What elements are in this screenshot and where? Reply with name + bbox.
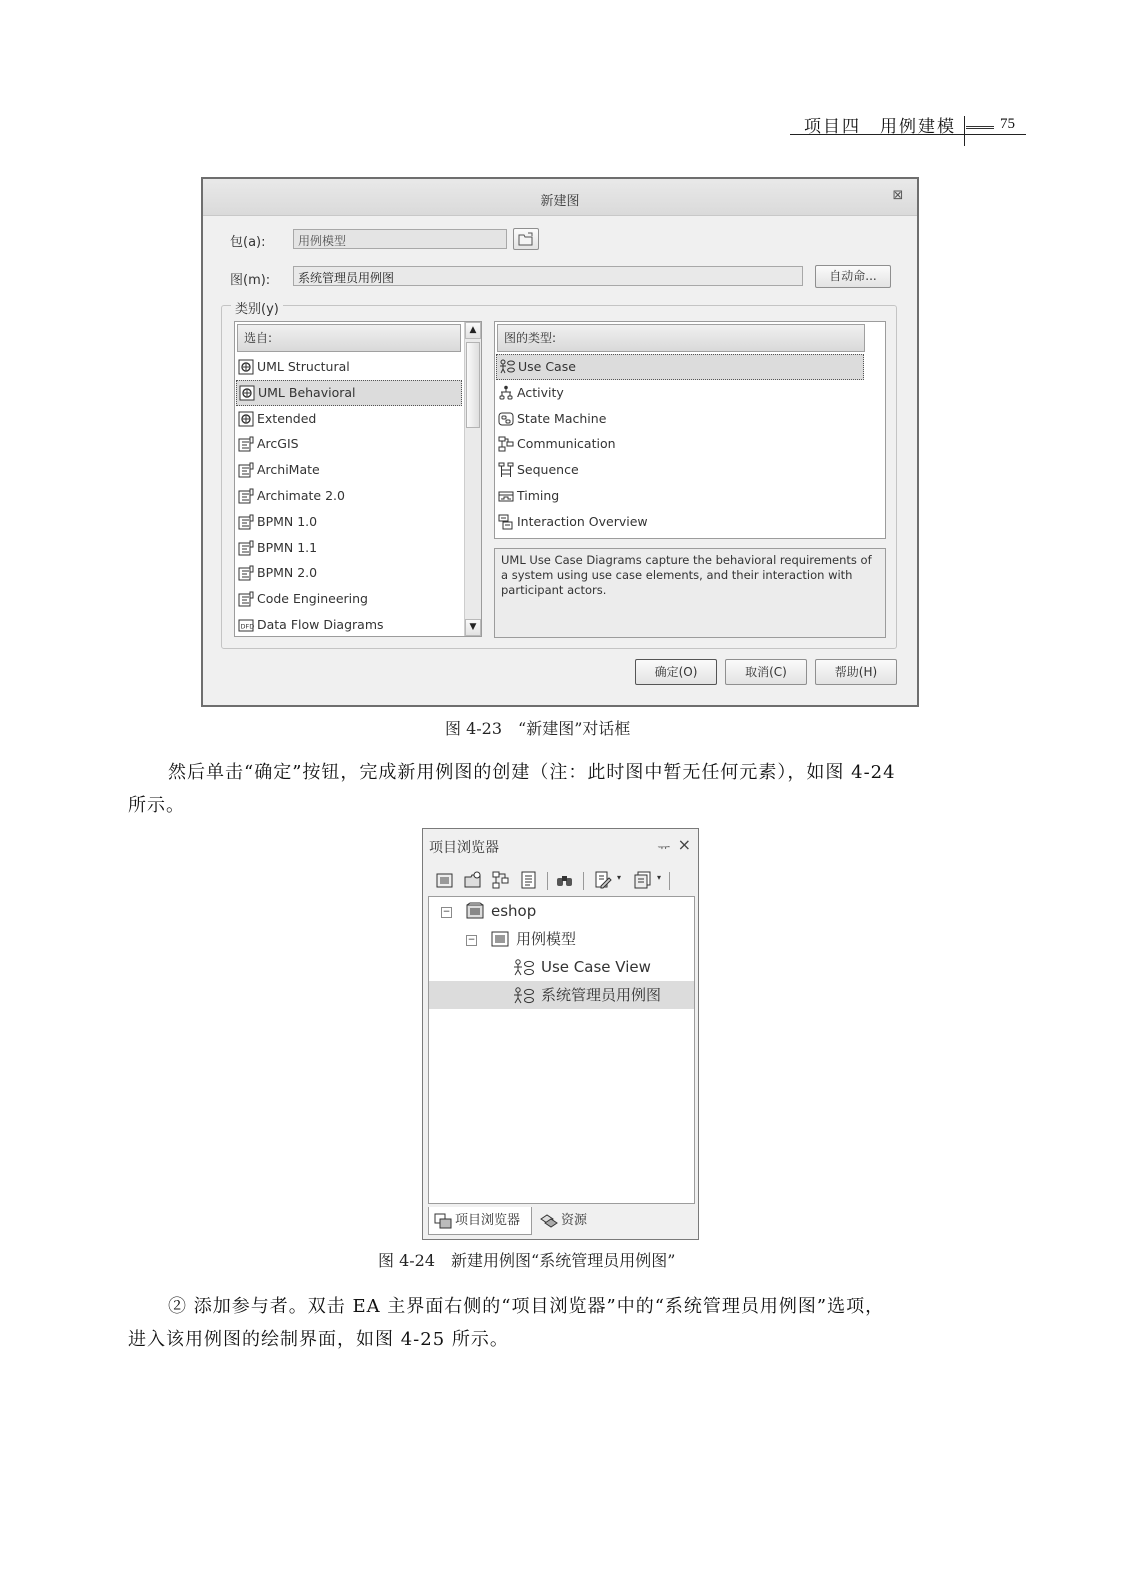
scroll-down-arrow-icon[interactable]: ▼ (465, 619, 481, 636)
browser-tree[interactable] (428, 896, 695, 1204)
diagram-type-label: Interaction Overview (517, 513, 648, 529)
category-label: Data Flow Diagrams (257, 616, 384, 632)
paragraph-line: 所示。 (128, 795, 185, 816)
package-label: 包(a): (230, 235, 266, 250)
collapse-icon[interactable]: − (442, 907, 451, 917)
technology-icon (238, 488, 254, 504)
browser-title: 项目浏览器 (429, 840, 499, 856)
tree-node-label: 用例模型 (516, 930, 577, 948)
diagram-type-item[interactable] (495, 380, 865, 406)
use-case-icon (513, 959, 535, 977)
diagram-type-item[interactable] (495, 509, 865, 535)
uml-package-icon (238, 411, 254, 427)
category-label: ArchiMate (257, 462, 320, 478)
close-icon[interactable]: ⊠ (892, 188, 904, 203)
diagram-type-label: State Machine (517, 410, 607, 426)
tree-node-label: eshop (491, 902, 537, 920)
category-list[interactable] (234, 321, 482, 637)
use-case-icon (513, 987, 535, 1005)
category-item[interactable] (235, 509, 463, 535)
package-field: 用例模型 (293, 229, 507, 249)
diagram-description: UML Use Case Diagrams capture the behavioral requirements of a system using use case elements, and their interaction with participant actors. (494, 548, 886, 638)
diagram-name-field[interactable]: 系统管理员用例图 (293, 266, 803, 286)
tab-resources[interactable] (535, 1207, 587, 1235)
diagram-type-item[interactable] (495, 406, 865, 432)
sequence-icon (498, 462, 514, 478)
category-label: BPMN 2.0 (257, 565, 318, 581)
diagram-type-item[interactable] (495, 431, 865, 457)
model-root-icon (465, 902, 485, 920)
scroll-up-arrow-icon[interactable]: ▲ (465, 322, 481, 339)
use-case-icon (499, 359, 515, 375)
find-binoculars-icon[interactable] (555, 870, 575, 890)
diagram-type-item[interactable] (495, 483, 865, 509)
new-model-icon[interactable] (435, 870, 455, 890)
edit-document-icon[interactable] (593, 870, 613, 890)
category-item[interactable] (235, 431, 463, 457)
browser-toolbar (427, 867, 694, 895)
state-machine-icon (498, 411, 514, 427)
category-item[interactable] (235, 560, 463, 586)
tab-label: 项目浏览器 (455, 1213, 521, 1228)
select-from-header: 选自: (237, 324, 461, 352)
toolbar-separator (583, 872, 584, 890)
category-label: UML Structural (257, 359, 350, 374)
ok-button[interactable]: 确定(O) (635, 659, 717, 685)
category-item[interactable] (235, 354, 463, 380)
pin-icon[interactable]: ᅲ (657, 841, 670, 856)
toolbar-separator (547, 872, 548, 890)
running-header-title: 项目四 用例建模 (804, 117, 956, 137)
add-element-icon[interactable] (519, 870, 539, 890)
uml-package-icon (239, 385, 255, 401)
interaction-overview-icon (498, 514, 514, 530)
category-item[interactable] (235, 457, 463, 483)
figure-caption-4-24: 图 4-24 新建用例图“系统管理员用例图” (378, 1251, 676, 1270)
category-label: Extended (257, 410, 317, 426)
tab-label: 资源 (561, 1213, 588, 1228)
technology-icon (238, 565, 254, 581)
category-item[interactable] (235, 535, 463, 561)
project-browser-icon (434, 1213, 452, 1229)
tab-project-browser[interactable] (428, 1207, 532, 1235)
paragraph-line: ② 添加参与者。双击 EA 主界面右侧的“项目浏览器”中的“系统管理员用例图”选项， (168, 1296, 885, 1317)
diagram-type-label: Timing (517, 487, 560, 503)
diagram-label: 图(m): (230, 273, 271, 288)
category-item[interactable] (235, 586, 463, 612)
category-item[interactable] (235, 483, 463, 509)
browse-package-button[interactable] (513, 228, 539, 250)
activity-icon (498, 385, 514, 401)
category-label: BPMN 1.1 (257, 539, 318, 555)
auto-name-button[interactable]: 自动命... (815, 265, 891, 288)
dialog-title: 新建图 (540, 194, 580, 209)
svg-text:DFD: DFD (240, 622, 254, 631)
resources-icon (539, 1213, 559, 1229)
documents-icon[interactable] (633, 870, 653, 890)
diagram-type-label: Sequence (517, 462, 579, 478)
category-label: ArcGIS (257, 436, 299, 452)
technology-icon (238, 540, 254, 556)
dialog-titlebar (203, 179, 917, 216)
diagram-type-item-selected[interactable] (496, 354, 864, 380)
diagram-type-label: Communication (517, 436, 616, 452)
page-number: 75 (1000, 116, 1015, 132)
technology-icon (238, 514, 254, 530)
diagram-types-header: 图的类型: (497, 324, 865, 352)
dropdown-arrow-icon[interactable]: ▾ (617, 873, 622, 882)
paragraph-line: 进入该用例图的绘制界面，如图 4-25 所示。 (128, 1329, 509, 1350)
category-group-label: 类别(y) (231, 298, 283, 317)
category-item-selected[interactable] (236, 380, 462, 406)
package-icon (490, 930, 510, 948)
header-vertical-rule (964, 116, 965, 146)
diagram-type-item[interactable] (495, 457, 865, 483)
communication-icon (498, 436, 514, 452)
tree-node-admin-use-case-diagram[interactable] (429, 981, 694, 1009)
close-icon[interactable]: × (677, 835, 691, 854)
category-item[interactable] (235, 612, 463, 637)
help-button[interactable]: 帮助(H) (815, 659, 897, 685)
running-header (790, 112, 1026, 140)
browser-tabs (423, 1205, 698, 1239)
technology-icon (238, 591, 254, 607)
header-decorative-mark (966, 126, 994, 129)
technology-icon (238, 462, 254, 478)
project-browser-panel (422, 828, 699, 1240)
diagram-type-label: Activity (517, 384, 564, 400)
category-label: UML Behavioral (258, 384, 356, 400)
header-rule (790, 134, 1026, 135)
folder-icon (518, 232, 534, 246)
dfd-icon (238, 617, 254, 633)
collapse-icon[interactable]: − (467, 935, 476, 945)
uml-package-icon (238, 359, 254, 375)
category-items (235, 354, 463, 637)
paragraph-line: 然后单击“确定”按钮，完成新用例图的创建（注：此时图中暂无任何元素），如图 4-24 (168, 762, 896, 783)
tree-node-label: Use Case View (541, 958, 651, 976)
dropdown-arrow-icon[interactable]: ▾ (657, 873, 662, 882)
figure-caption-4-23: 图 4-23 “新建图”对话框 (445, 719, 631, 738)
tree-node-label: 系统管理员用例图 (541, 986, 662, 1004)
add-diagram-icon[interactable] (491, 870, 511, 890)
new-diagram-dialog (201, 177, 919, 707)
cancel-button[interactable]: 取消(C) (725, 659, 807, 685)
diagram-type-label: Use Case (518, 359, 576, 374)
diagram-type-list[interactable] (494, 321, 886, 539)
diagram-type-items (495, 354, 865, 535)
category-label: Code Engineering (257, 591, 368, 607)
category-item[interactable] (235, 406, 463, 432)
add-package-icon[interactable] (463, 870, 483, 890)
category-scrollbar[interactable] (464, 322, 481, 636)
toolbar-separator (669, 872, 670, 890)
category-label: Archimate 2.0 (257, 487, 345, 503)
scroll-thumb[interactable] (466, 342, 480, 428)
technology-icon (238, 436, 254, 452)
category-label: BPMN 1.0 (257, 513, 318, 529)
timing-icon (498, 488, 514, 504)
